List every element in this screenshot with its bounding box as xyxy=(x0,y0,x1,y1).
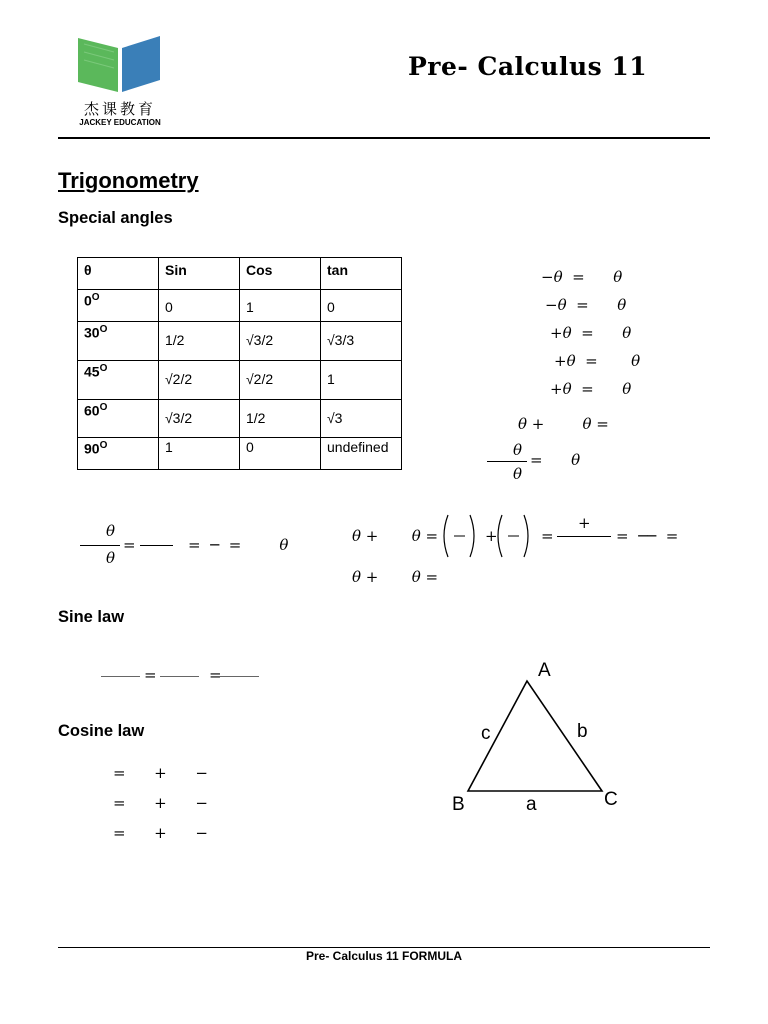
logo-chinese-text: 杰课教育 xyxy=(83,100,156,118)
special-angles-table xyxy=(77,257,402,470)
formula-right1-tail: = ── = xyxy=(616,527,679,545)
angle-cell: $0^O$ xyxy=(78,290,159,322)
sine-law-equals: = = xyxy=(144,666,222,684)
formula-left-numerator: θ xyxy=(106,522,116,540)
sin-cell: 0 xyxy=(159,290,240,322)
logo-english-text: JACKEY EDUCATION xyxy=(79,118,161,127)
table-row xyxy=(78,322,402,361)
tan-cell: 0 xyxy=(321,290,402,322)
vertex-a-label: A xyxy=(538,660,551,681)
table-row xyxy=(78,400,402,438)
identity-negative-2: −θ = θ xyxy=(545,296,627,314)
identity-negative-1: −θ = θ xyxy=(541,268,623,286)
cos-cell: 0 xyxy=(240,438,321,470)
formula-right1-start: θ + θ = xyxy=(352,527,439,545)
formula-equals: = xyxy=(541,527,554,545)
formula-plus: + xyxy=(485,527,498,545)
header-sin: Sin xyxy=(159,258,240,290)
tan-cell: √3 xyxy=(321,400,402,438)
vertex-b-label: B xyxy=(452,794,465,815)
header-tan: tan xyxy=(321,258,402,290)
angle-cell: $30^O$ xyxy=(78,322,159,361)
sin-cell: √2/2 xyxy=(159,361,240,400)
fraction-bar xyxy=(101,676,140,677)
cos-cell: 1/2 xyxy=(240,400,321,438)
triangle-diagram xyxy=(440,650,640,820)
sine-law-heading: Sine law xyxy=(58,608,125,626)
cos-cell: 1 xyxy=(240,290,321,322)
fraction-bar xyxy=(487,461,527,462)
table-row xyxy=(78,290,402,322)
formula-fraction-numerator: + xyxy=(578,514,591,532)
table-row xyxy=(78,438,402,470)
side-b-label: b xyxy=(577,721,588,742)
fraction-bar xyxy=(557,536,611,537)
identity-quotient-numerator: θ xyxy=(513,441,523,459)
header-divider xyxy=(58,137,710,139)
identity-quotient-rhs: = θ xyxy=(530,451,581,469)
cosine-law-heading: Cosine law xyxy=(58,722,145,740)
section-title: Trigonometry xyxy=(58,168,199,193)
identity-quotient-denominator: θ xyxy=(513,465,523,483)
angle-cell: $90^O$ xyxy=(78,438,159,470)
cos-cell: √2/2 xyxy=(240,361,321,400)
formula-left-rhs: = = ─ = θ xyxy=(123,536,289,554)
footer-divider xyxy=(58,947,710,948)
cosine-law-line-1: = + − xyxy=(113,764,208,782)
footer-text: Pre- Calculus 11 FORMULA xyxy=(305,949,463,963)
document-title: Pre- Calculus 11 xyxy=(408,52,648,81)
vertex-c-label: C xyxy=(604,789,618,810)
angle-cell: $45^O$ xyxy=(78,361,159,400)
tan-cell: √3/3 xyxy=(321,322,402,361)
identity-cofunction-3: +θ = θ xyxy=(550,380,632,398)
identity-cofunction-1: +θ = θ xyxy=(550,324,632,342)
sin-cell: 1 xyxy=(159,438,240,470)
identity-pythagorean: θ + θ = xyxy=(518,415,609,433)
header-cos: Cos xyxy=(240,258,321,290)
angle-cell: $60^O$ xyxy=(78,400,159,438)
side-a-label: a xyxy=(526,794,537,815)
fraction-bar xyxy=(80,545,120,546)
formula-left-denominator: θ xyxy=(106,549,116,567)
cosine-law-line-3: = + − xyxy=(113,824,208,842)
fraction-bar xyxy=(220,676,259,677)
cos-cell: √3/2 xyxy=(240,322,321,361)
formula-right2: θ + θ = xyxy=(352,568,439,586)
table-header-row xyxy=(78,258,402,290)
header-theta: θ xyxy=(78,258,159,290)
tan-cell: 1 xyxy=(321,361,402,400)
tan-cell: undefined xyxy=(321,438,402,470)
side-c-label: c xyxy=(481,723,491,744)
table-row xyxy=(78,361,402,400)
cosine-law-line-2: = + − xyxy=(113,794,208,812)
sin-cell: √3/2 xyxy=(159,400,240,438)
sin-cell: 1/2 xyxy=(159,322,240,361)
special-angles-heading: Special angles xyxy=(58,209,173,227)
identity-cofunction-2: +θ = θ xyxy=(554,352,641,370)
